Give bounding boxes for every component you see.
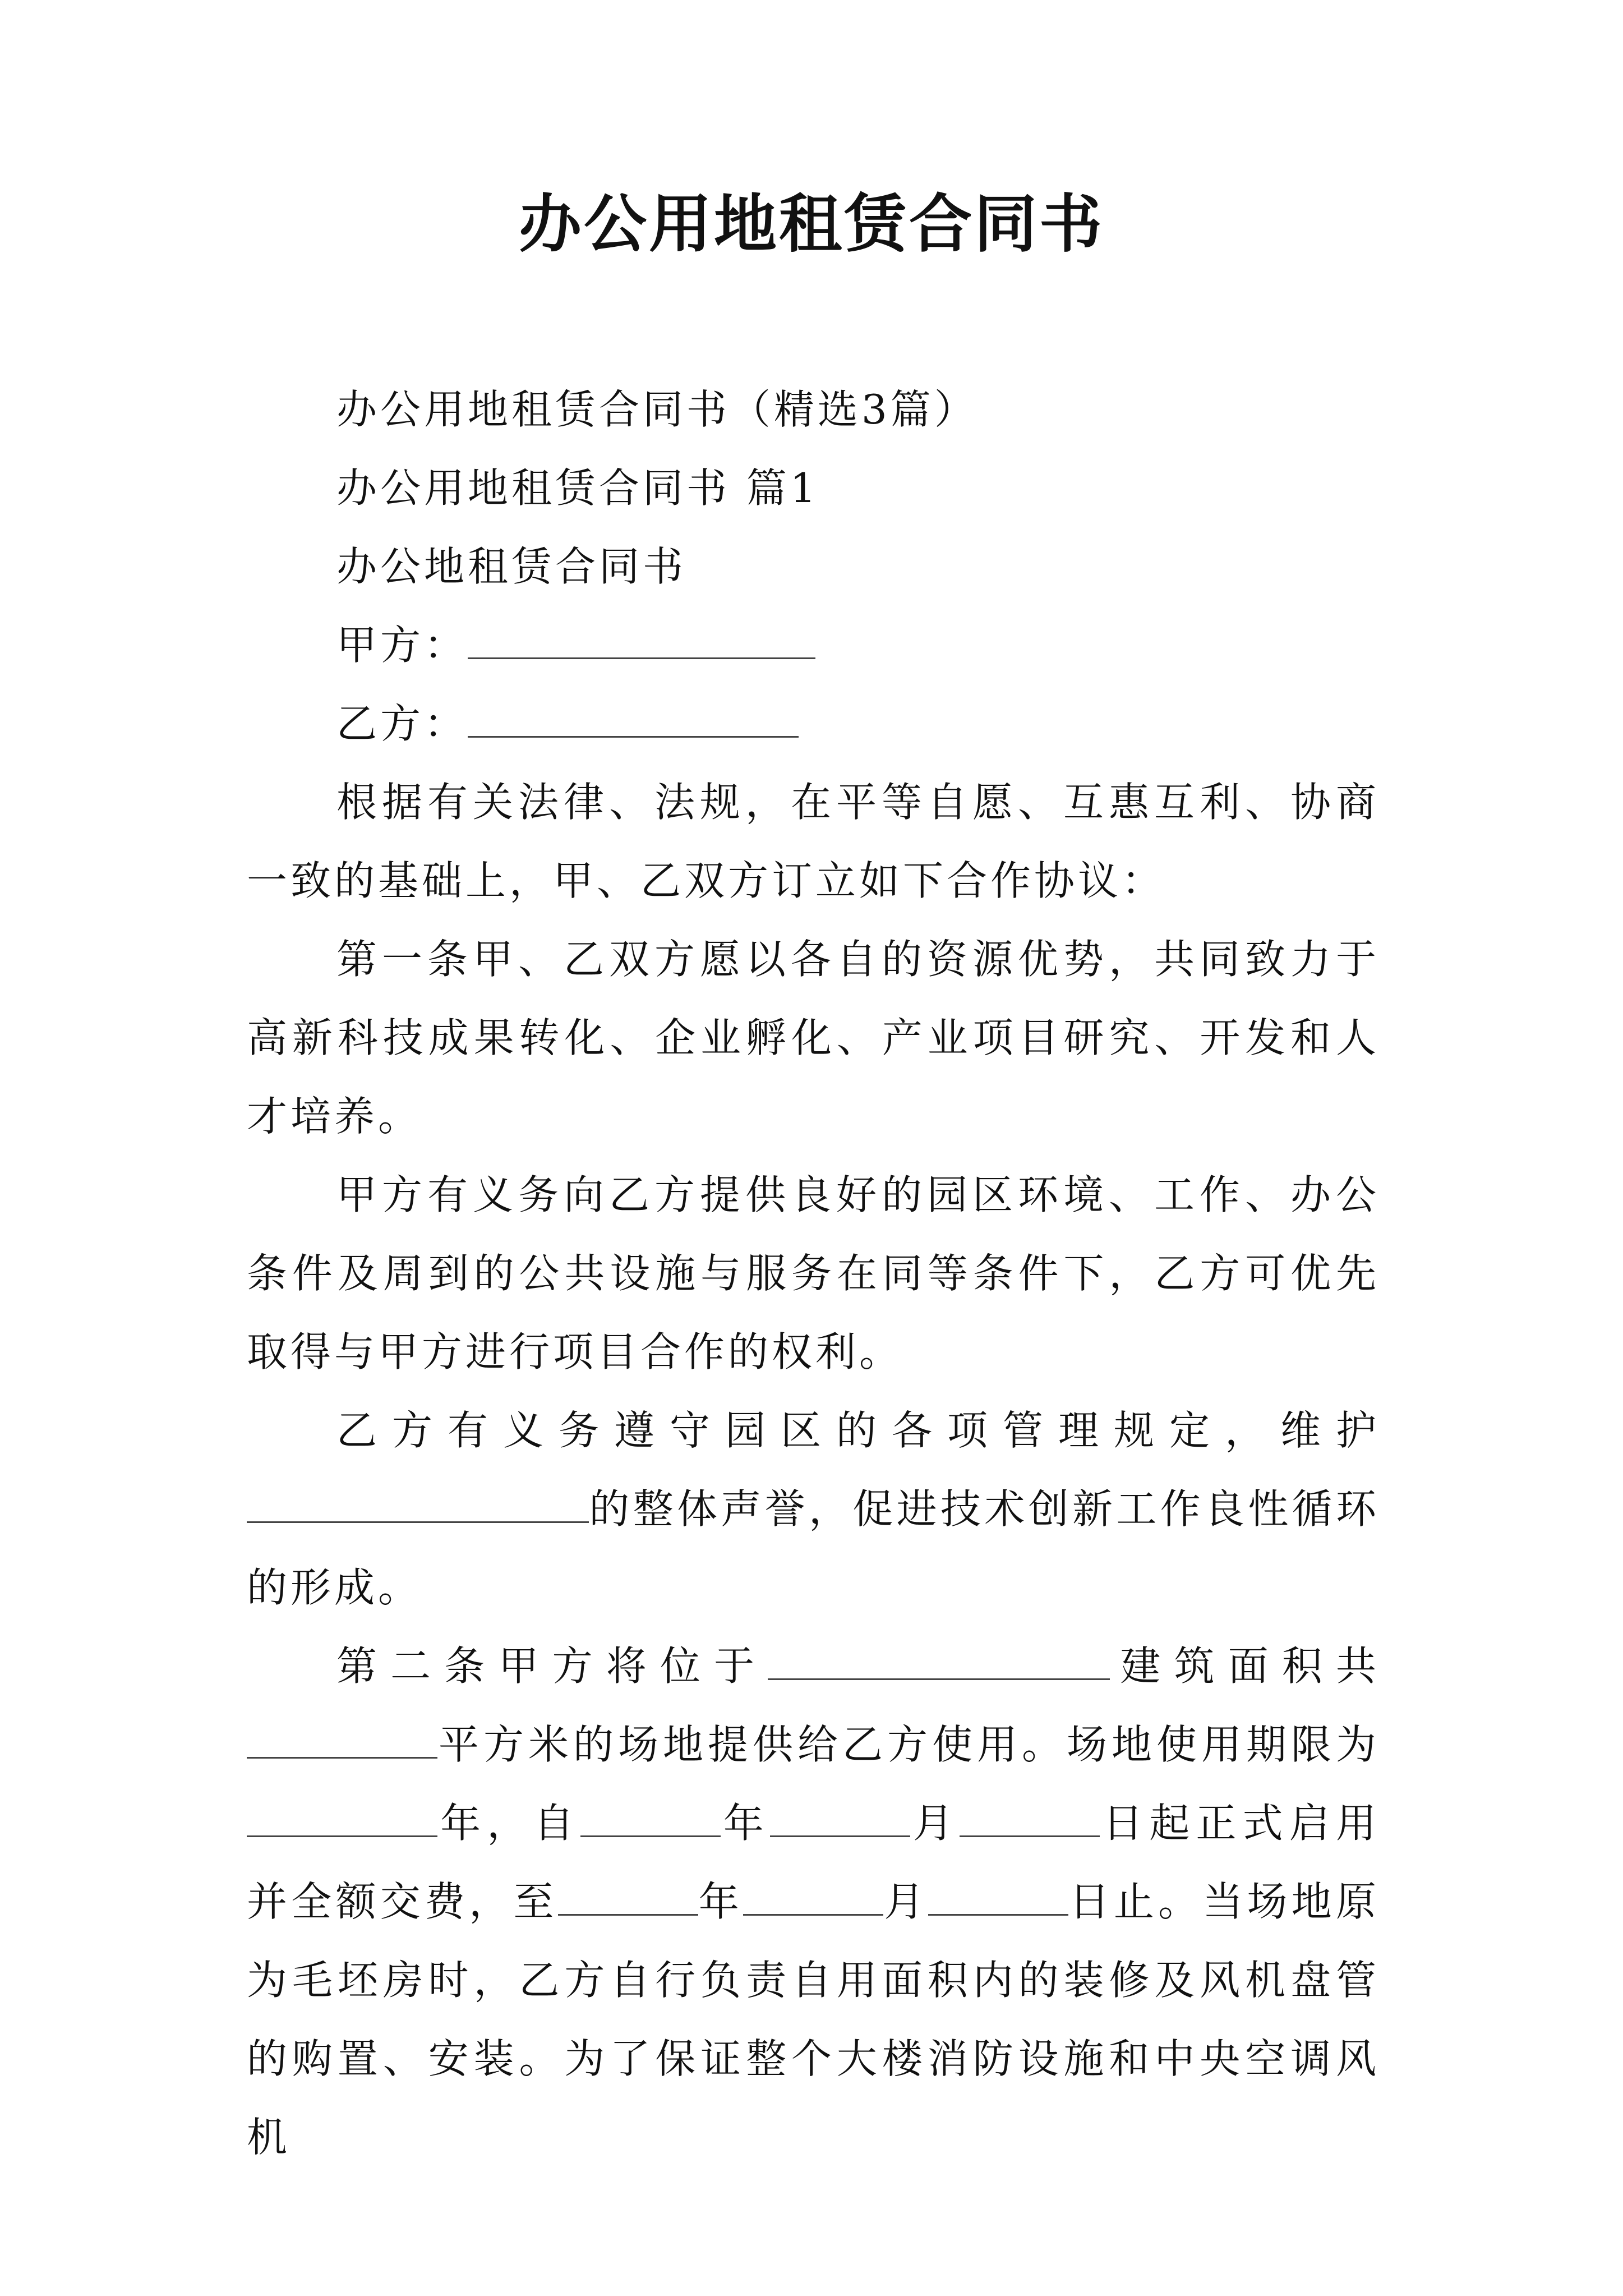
document-body xyxy=(247,370,1380,2177)
party-b-duty-paragraph xyxy=(247,1391,1380,1627)
party-a-blank[interactable] xyxy=(468,614,815,659)
org-name-blank[interactable] xyxy=(247,1478,589,1523)
art2-text-5: 日起正式启用并全额交费，至 xyxy=(247,1800,1380,1925)
end-day-blank[interactable] xyxy=(928,1870,1068,1916)
article-1-paragraph: 第一条甲、乙双方愿以各自的资源优势，共同致力于高新科技成果转化、企业孵化、产业项目研究、开发和人才培养。 xyxy=(247,936,1380,1140)
location-blank[interactable] xyxy=(768,1635,1110,1680)
end-year-blank[interactable] xyxy=(558,1870,698,1916)
art2-month-label-2: 月 xyxy=(883,1878,929,1925)
art2-text-6: 日止。当场地原为毛坯房时，乙方自行负责自用面积内的装修及风机盘管的购置、安装。为了保证整个大楼消防设施和中央空调风机 xyxy=(247,1878,1380,2161)
document-title: 办公用地租赁合同书 xyxy=(519,187,1104,261)
subtitle-line: 办公用地租赁合同书（精选3篇） xyxy=(336,386,978,433)
article-2-paragraph xyxy=(247,1627,1380,2177)
contract-heading: 办公地租赁合同书 xyxy=(336,543,687,590)
art2-year-label-1: 年 xyxy=(720,1800,770,1847)
art2-text-3: 平方米的场地提供给乙方使用。场地使用期限为 xyxy=(437,1721,1380,1768)
start-year-blank[interactable] xyxy=(580,1792,721,1837)
art2-text-2: 建筑面积共 xyxy=(1110,1642,1380,1690)
party-b-duty-text-1: 乙方有义务遵守园区的各项管理规定，维护 xyxy=(336,1407,1380,1454)
art2-month-label-1: 月 xyxy=(910,1800,960,1847)
section-heading: 办公用地租赁合同书 篇1 xyxy=(336,464,819,512)
party-b-blank[interactable] xyxy=(468,692,799,738)
art2-text-4: 年，自 xyxy=(437,1800,580,1847)
party-b-line xyxy=(247,684,1380,763)
end-month-blank[interactable] xyxy=(743,1870,883,1916)
party-a-label: 甲方： xyxy=(336,622,468,669)
art2-year-label-2: 年 xyxy=(698,1878,743,1925)
term-years-blank[interactable] xyxy=(247,1792,437,1837)
party-a-duty-paragraph: 甲方有义务向乙方提供良好的园区环境、工作、办公条件及周到的公共设施与服务在同等条件下，乙方可优先取得与甲方进行项目合作的权利。 xyxy=(247,1171,1380,1375)
art2-text-1: 第二条甲方将位于 xyxy=(336,1642,768,1690)
party-b-label: 乙方： xyxy=(336,700,468,747)
intro-paragraph: 根据有关法律、法规，在平等自愿、互惠互利、协商一致的基础上，甲、乙双方订立如下合作协议： xyxy=(247,779,1380,904)
area-blank[interactable] xyxy=(247,1713,437,1759)
start-day-blank[interactable] xyxy=(960,1792,1100,1837)
start-month-blank[interactable] xyxy=(770,1792,910,1837)
party-a-line xyxy=(247,606,1380,684)
party-b-duty-text-2: 的整体声誉，促进技术创新工作良性循环的形成。 xyxy=(247,1485,1380,1611)
